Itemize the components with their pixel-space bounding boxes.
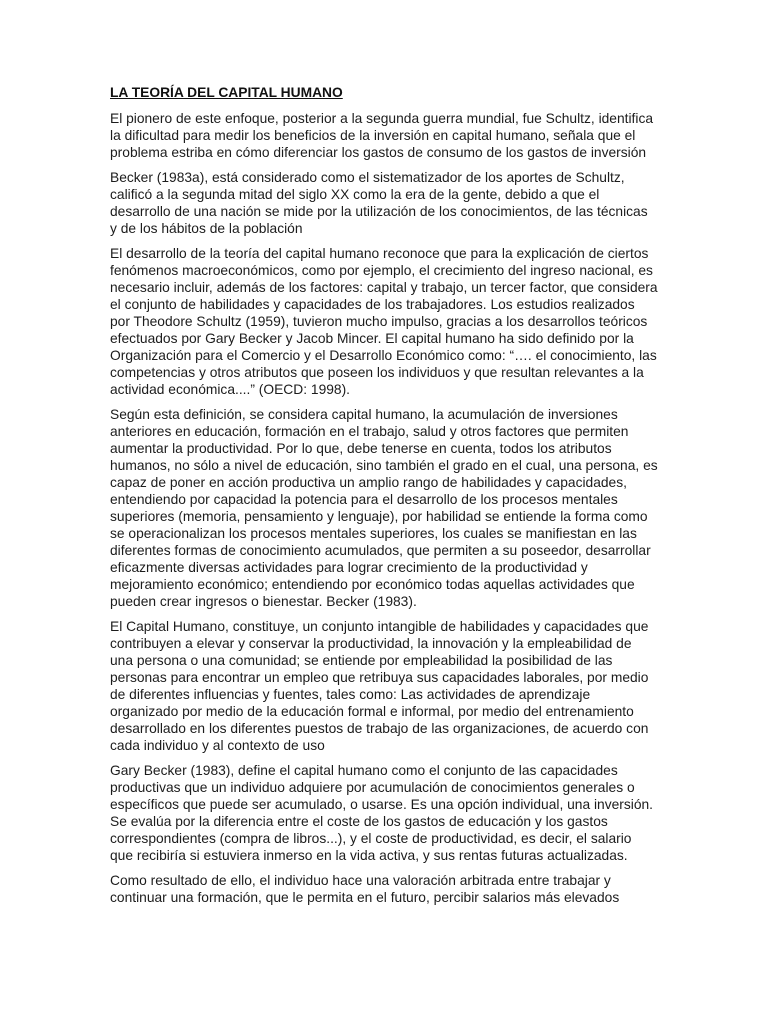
paragraph-2: Becker (1983a), está considerado como el sistematizador de los aportes de Schultz, calificó a la segunda mitad del siglo XX como la era de la gente, debido a que el desarrollo de una nación se mide por la utilización de los conocimientos, de las técnicas y de los hábitos de la población: [110, 170, 648, 236]
document-title: LA TEORÍA DEL CAPITAL HUMANO: [110, 85, 343, 100]
paragraph-5: El Capital Humano, constituye, un conjunto intangible de habilidades y capacidades que contribuyen a elevar y conservar la productividad, la innovación y la empleabilidad de una persona o una comunidad; se entiende por empleabilidad la posibilidad de las personas para encontrar un empleo que retribuya sus capacidades laborales, por medio de diferentes influencias y fuentes, tales como: Las actividades de aprendizaje organizado por medio de la educación formal e informal, por medio del entrenamiento desarrollado en los diferentes puestos de trabajo de las organizaciones, de acuerdo con cada individuo y al contexto de uso: [110, 619, 649, 753]
paragraph-3: El desarrollo de la teoría del capital humano reconoce que para la explicación de ciertos fenómenos macroeconómicos, como por ejemplo, el crecimiento del ingreso nacional, es necesario incluir, además de los factores: capital y trabajo, un tercer factor, que considera el conjunto de habilidades y capacidades de los trabajadores. Los estudios realizados por Theodore Schultz (1959), tuvieron mucho impulso, gracias a los desarrollos teóricos efectuados por Gary Becker y Jacob Mincer. El capital humano ha sido definido por la Organización para el Comercio y el Desarrollo Económico como: “…. el conocimiento, las competencias y otros atributos que poseen los individuos y que resultan relevantes a la actividad económica....” (OECD: 1998).: [110, 246, 658, 397]
document-body: [110, 84, 658, 914]
paragraph-7: Como resultado de ello, el individuo hace una valoración arbitrada entre trabajar y continuar una formación, que le permita en el futuro, percibir salarios más elevados: [110, 873, 620, 905]
paragraph-6: Gary Becker (1983), define el capital humano como el conjunto de las capacidades productivas que un individuo adquiere por acumulación de conocimientos generales o específicos que puede ser acumulado, o usarse. Es una opción individual, una inversión. Se evalúa por la diferencia entre el coste de los gastos de educación y los gastos correspondientes (compra de libros...), y el coste de productividad, es decir, el salario que recibiría si estuviera inmerso en la vida activa, y sus rentas futuras actualizadas.: [110, 763, 654, 863]
paragraph-1: El pionero de este enfoque, posterior a la segunda guerra mundial, fue Schultz, identifica la dificultad para medir los beneficios de la inversión en capital humano, señala que el problema estriba en cómo diferenciar los gastos de consumo de los gastos de inversión: [110, 111, 654, 160]
paragraph-4: Según esta definición, se considera capital humano, la acumulación de inversiones anteriores en educación, formación en el trabajo, salud y otros factores que permiten aumentar la productividad. Por lo que, debe tenerse en cuenta, todos los atributos humanos, no sólo a nivel de educación, sino también el grado en el cual, una persona, es capaz de poner en acción productiva un amplio rango de habilidades y capacidades, entendiendo por capacidad la potencia para el desarrollo de los procesos mentales superiores (memoria, pensamiento y lenguaje), por habilidad se entiende la forma como se operacionalizan los procesos mentales superiores, los cuales se manifiestan en las diferentes formas de conocimiento acumulados, que permiten a su poseedor, desarrollar eficazmente diversas actividades para lograr crecimiento de la productividad y mejoramiento económico; entendiendo por económico todas aquellas actividades que pueden crear ingresos o bienestar. Becker (1983).: [110, 407, 658, 609]
